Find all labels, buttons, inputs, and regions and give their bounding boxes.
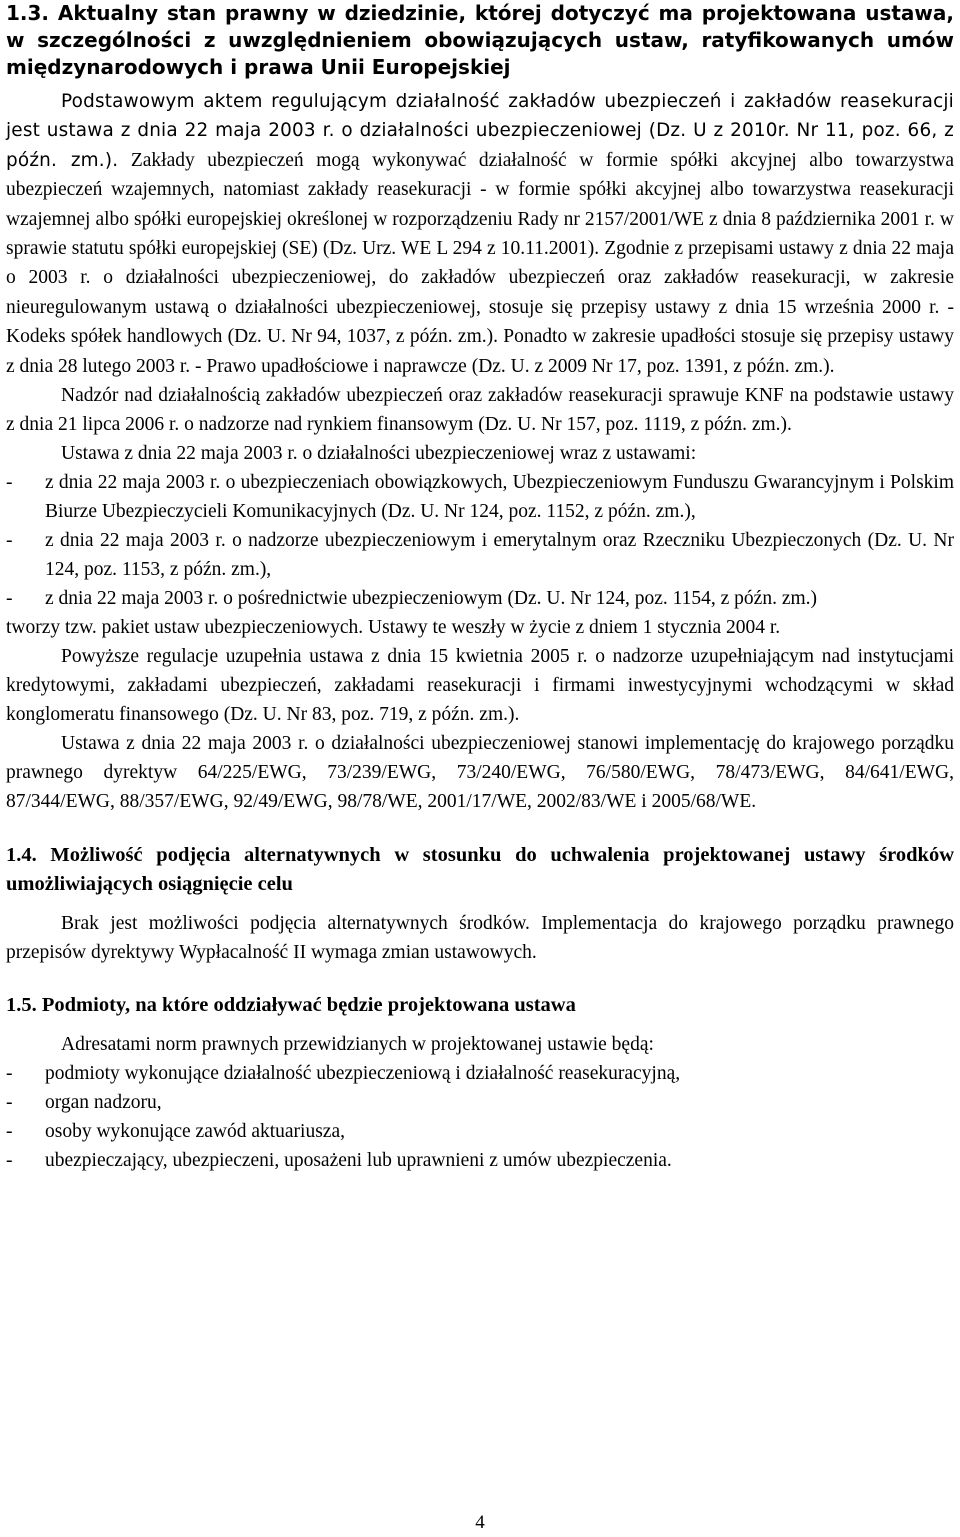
list-dash: - (6, 1063, 13, 1085)
list-dash: - (6, 1121, 13, 1143)
list-dash: - (6, 530, 13, 552)
addressees-list (6, 1059, 954, 1175)
list-dash: - (6, 1092, 13, 1114)
section-1-5-heading: 1.5. Podmioty, na które oddziaływać będzie projektowana ustawa (6, 994, 576, 1017)
list-item-text: z dnia 22 maja 2003 r. o nadzorze ubezpieczeniowym i emerytalnym oraz Rzeczniku Ubezpieczonych (Dz. U. Nr 124, poz. 1153, z późn. zm.), (45, 530, 954, 581)
section-1-3-paragraph-6: Ustawa z dnia 22 maja 2003 r. o działalności ubezpieczeniowej stanowi implementację do krajowego porządku prawnego dyrektyw 64/225/EWG, 73/239/EWG, 73/240/EWG, 76/580/EWG, 78/473/EWG, 84/641/EWG, 87/344/EWG, 88/357/EWG, 92/49/EWG, 98/78/WE, 2001/17/WE, 2002/83/WE i 2005/68/WE. (6, 733, 954, 813)
section-1-5-paragraph-1: Adresatami norm prawnych przewidzianych w projektowanej ustawie będą: (61, 1034, 654, 1056)
list-item (6, 1146, 954, 1175)
list-item (6, 1059, 954, 1088)
section-1-3-paragraph-4: tworzy tzw. pakiet ustaw ubezpieczeniowych. Ustawy te weszły w życie z dniem 1 stycznia 2004 r. (6, 617, 781, 639)
list-item-text: z dnia 22 maja 2003 r. o ubezpieczeniach obowiązkowych, Ubezpieczeniowym Funduszu Gwarancyjnym i Polskim Biurze Ubezpieczycieli Komunikacyjnych (Dz. U. Nr 124, poz. 1152, z późn. zm.), (45, 472, 954, 523)
section-1-3-paragraph-3: Ustawa z dnia 22 maja 2003 r. o działalności ubezpieczeniowej wraz z ustawami: (61, 443, 697, 465)
paragraph-1-sans-part: Podstawowym aktem regulującym działalność zakładów ubezpieczeń i zakładów reasekuracji jest ustawa z dnia 22 maja 2003 r. o działalności ubezpieczeniowej (Dz. U z 2010r. Nr 11, poz. 66, z późn. zm.). (6, 91, 954, 171)
list-item-text: osoby wykonujące zawód aktuariusza, (45, 1121, 345, 1143)
list-item-text: ubezpieczający, ubezpieczeni, uposażeni lub uprawnieni z umów ubezpieczenia. (45, 1150, 672, 1172)
list-dash: - (6, 1150, 13, 1172)
section-1-4-paragraph-1: Brak jest możliwości podjęcia alternatywnych środków. Implementacja do krajowego porządku prawnego przepisów dyrektywy Wypłacalność II wymaga zmian ustawowych. (6, 913, 954, 964)
list-item (6, 584, 954, 613)
document-page (6, 0, 954, 1175)
page-number: 4 (475, 1512, 485, 1533)
insurance-acts-list (6, 468, 954, 613)
section-1-3-heading: 1.3. Aktualny stan prawny w dziedzinie, której dotyczyć ma projektowana ustawa, w szczególności z uwzględnieniem obowiązujących ustaw, ratyfikowanych umów międzynarodowych i prawa Unii Europejskiej (6, 1, 954, 79)
list-dash: - (6, 588, 13, 610)
paragraph-1-serif-part: Zakłady ubezpieczeń mogą wykonywać działalność w formie spółki akcyjnej albo towarzystwa ubezpieczeń wzajemnych, natomiast zakłady reasekuracji - w formie spółki akcyjnej albo towarzystwa reasekuracji wzajemnej albo spółki europejskiej określonej w rozporządzeniu Rady nr 2157/2001/WE z dnia 8 października 2001 r. w sprawie statutu spółki europejskiej (SE) (Dz. Urz. WE L 294 z 10.11.2001). Zgodnie z przepisami ustawy z dnia 22 maja o 2003 r. o działalności ubezpieczeniowej, do zakładów ubezpieczeń oraz zakładów reasekuracji, w zakresie nieuregulowanym ustawą o działalności ubezpieczeniowej, stosuje się przepisy ustawy z dnia 15 września 2000 r. - Kodeks spółek handlowych (Dz. U. Nr 94, 1037, z późn. zm.). Ponadto w zakresie upadłości stosuje się przepisy ustawy z dnia 28 lutego 2003 r. - Prawo upadłościowe i naprawcze (Dz. U. z 2009 Nr 17, poz. 1391, z późn. zm.). (6, 149, 954, 377)
list-item-text: organ nadzoru, (45, 1092, 162, 1114)
list-item-text: z dnia 22 maja 2003 r. o pośrednictwie ubezpieczeniowym (Dz. U. Nr 124, poz. 1154, z późn. zm.) (45, 588, 818, 610)
section-1-4-heading: 1.4. Możliwość podjęcia alternatywnych w stosunku do uchwalenia projektowanej ustawy środków umożliwiających osiągnięcie celu (6, 844, 954, 896)
list-item (6, 1117, 954, 1146)
section-1-3-paragraph-1 (6, 87, 954, 381)
list-item (6, 468, 954, 526)
list-dash: - (6, 472, 13, 494)
list-item (6, 1088, 954, 1117)
section-1-3-paragraph-2: Nadzór nad działalnością zakładów ubezpieczeń oraz zakładów reasekuracji sprawuje KNF na podstawie ustawy z dnia 21 lipca 2006 r. o nadzorze nad rynkiem finansowym (Dz. U. Nr 157, poz. 1119, z późn. zm.). (6, 385, 954, 436)
section-1-3-paragraph-5: Powyższe regulacje uzupełnia ustawa z dnia 15 kwietnia 2005 r. o nadzorze uzupełniającym nad instytucjami kredytowymi, zakładami ubezpieczeń, zakładami reasekuracji i firmami inwestycyjnymi wchodzącymi w skład konglomeratu finansowego (Dz. U. Nr 83, poz. 719, z późn. zm.). (6, 646, 954, 726)
list-item (6, 526, 954, 584)
list-item-text: podmioty wykonujące działalność ubezpieczeniową i działalność reasekuracyjną, (45, 1063, 681, 1085)
